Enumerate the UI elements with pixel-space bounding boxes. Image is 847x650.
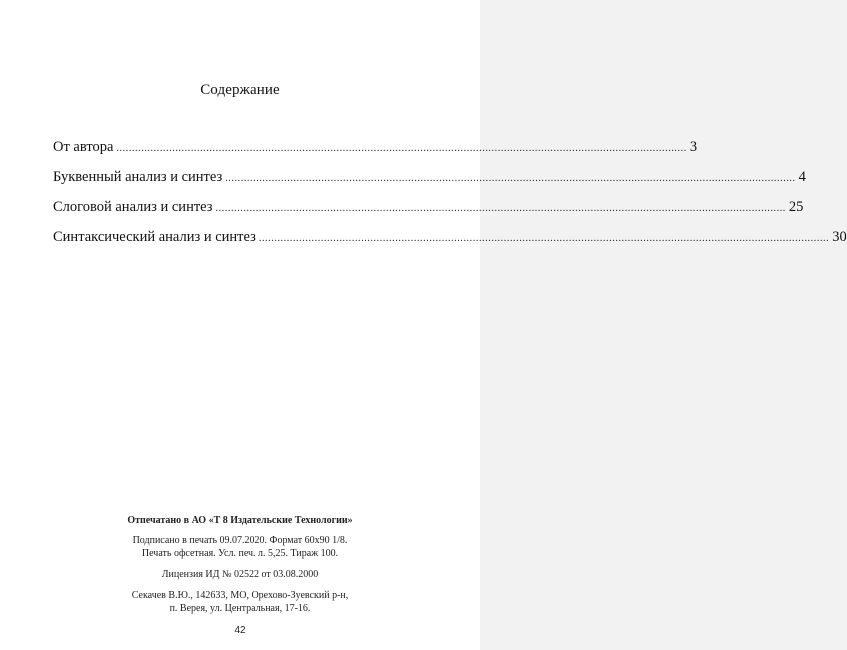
toc-entry-page: 25	[788, 199, 804, 215]
table-of-contents	[53, 139, 847, 259]
toc-leader-dots: ........................................................................................................................................................................................	[215, 203, 786, 214]
printer-name: Отпечатано в АО «Т 8 Издательские Технологии»	[127, 515, 353, 526]
toc-entry	[53, 229, 847, 259]
toc-entry	[53, 139, 698, 169]
imprint-block	[0, 514, 480, 615]
toc-entry-page: 4	[798, 169, 806, 185]
toc-entry	[53, 169, 806, 199]
toc-title: Содержание	[200, 82, 280, 98]
page-number: 42	[234, 625, 246, 636]
spacer	[0, 581, 480, 589]
toc-entry-page: 30	[832, 229, 847, 245]
toc-entry-label: От автора	[53, 139, 114, 155]
publisher-address: п. Верея, ул. Центральная, 17-16.	[169, 603, 311, 614]
spacer	[0, 560, 480, 568]
license-info: Лицензия ИД № 02522 от 03.08.2000	[161, 569, 319, 580]
toc-entry-page: 3	[689, 139, 698, 155]
toc-entry-label: Буквенный анализ и синтез	[53, 169, 223, 185]
signed-to-print: Подписано в печать 09.07.2020. Формат 60х90 1/8.	[132, 535, 348, 546]
publisher-address: Секачев В.Ю., 142633, МО, Орехово-Зуевский р-н,	[131, 590, 349, 601]
toc-entry-label: Слоговой анализ и синтез	[53, 199, 213, 215]
toc-entry-label: Синтаксический анализ и синтез	[53, 229, 256, 245]
toc-leader-dots: ........................................................................................................................................................................................	[258, 233, 830, 244]
toc-leader-dots: ........................................................................................................................................................................................	[116, 143, 687, 154]
toc-entry	[53, 199, 804, 229]
toc-leader-dots: ........................................................................................................................................................................................	[225, 173, 796, 184]
print-info: Печать офсетная. Усл. печ. л. 5,25. Тираж 100.	[141, 548, 339, 559]
